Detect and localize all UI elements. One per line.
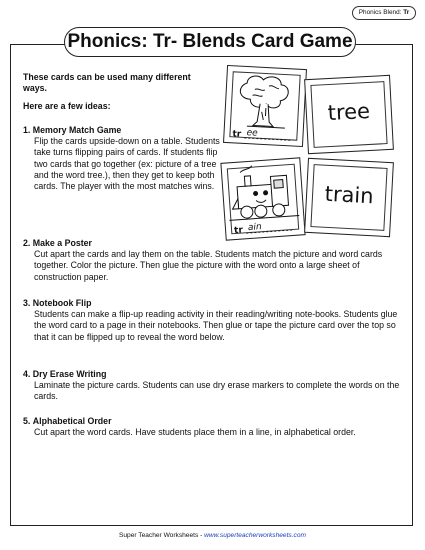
train-prefix-text: tr <box>233 225 244 237</box>
idea-item-make-poster <box>23 238 408 283</box>
footer-brand: Super Teacher Worksheets <box>118 532 199 539</box>
item-heading: Notebook Flip <box>32 298 92 308</box>
item-number: 5. <box>23 416 31 426</box>
ideas-heading: Here are a few ideas: <box>23 101 111 111</box>
item-heading: Memory Match Game <box>32 125 122 135</box>
train-word-text: train <box>324 181 375 209</box>
tree-word-card <box>304 75 394 154</box>
idea-item-dry-erase <box>23 369 408 403</box>
tree-picture-icon <box>226 68 306 146</box>
train-picture-card <box>220 157 305 240</box>
tree-word-text: tree <box>327 98 371 126</box>
train-word-card <box>304 158 394 237</box>
item-heading: Dry Erase Writing <box>32 369 107 379</box>
item-number: 4. <box>23 369 31 379</box>
item-heading: Alphabetical Order <box>32 416 112 426</box>
item-body: Flip the cards upside-down on a table. Students take turns flipping pairs of cards. If students flip two cards that go together (ex: picture of a tree and the word tree.), then they get to keep both cards. The player with the most matches wins. <box>34 136 220 192</box>
phonics-blend-tag <box>352 6 416 20</box>
train-handwriting-text: ain <box>247 222 263 234</box>
tree-prefix-text: tr <box>232 129 242 140</box>
item-body: Cut apart the cards and lay them on the table. Students match the picture and word cards together. Color the picture. Then glue the picture with the word onto a large sheet of construction paper. <box>34 249 383 282</box>
item-number: 2. <box>23 238 31 248</box>
tag-label: Phonics Blend: <box>358 9 402 16</box>
item-number: 3. <box>23 298 31 308</box>
intro-text: These cards can be used many different ways. <box>23 72 191 93</box>
tree-handwriting-text: ee <box>246 128 258 139</box>
idea-item-notebook-flip <box>23 298 408 343</box>
tag-value: Tr <box>403 9 410 16</box>
item-number: 1. <box>23 125 31 135</box>
item-heading: Make a Poster <box>32 238 92 248</box>
item-body: Students can make a flip-up reading activity in their reading/writing note-books. Students glue the word card to a page in their notebooks. Then glue or tape the picture card over the top so that it can be flipped up to reveal the word below. <box>34 309 398 342</box>
page-title: Phonics: Tr- Blends Card Game <box>64 27 356 57</box>
footer-link[interactable]: www.superteacherworksheets.com <box>204 532 307 539</box>
page-footer <box>0 531 425 540</box>
tree-picture-card <box>223 65 307 147</box>
idea-item-memory-match <box>23 125 223 192</box>
idea-item-alphabetical-order <box>23 416 408 438</box>
item-body: Cut apart the word cards. Have students place them in a line, in alphabetical order. <box>34 427 356 438</box>
train-picture-icon <box>224 160 305 239</box>
item-body: Laminate the picture cards. Students can use dry erase markers to complete the words on the cards. <box>34 380 400 402</box>
footer-separator: - <box>198 532 205 539</box>
